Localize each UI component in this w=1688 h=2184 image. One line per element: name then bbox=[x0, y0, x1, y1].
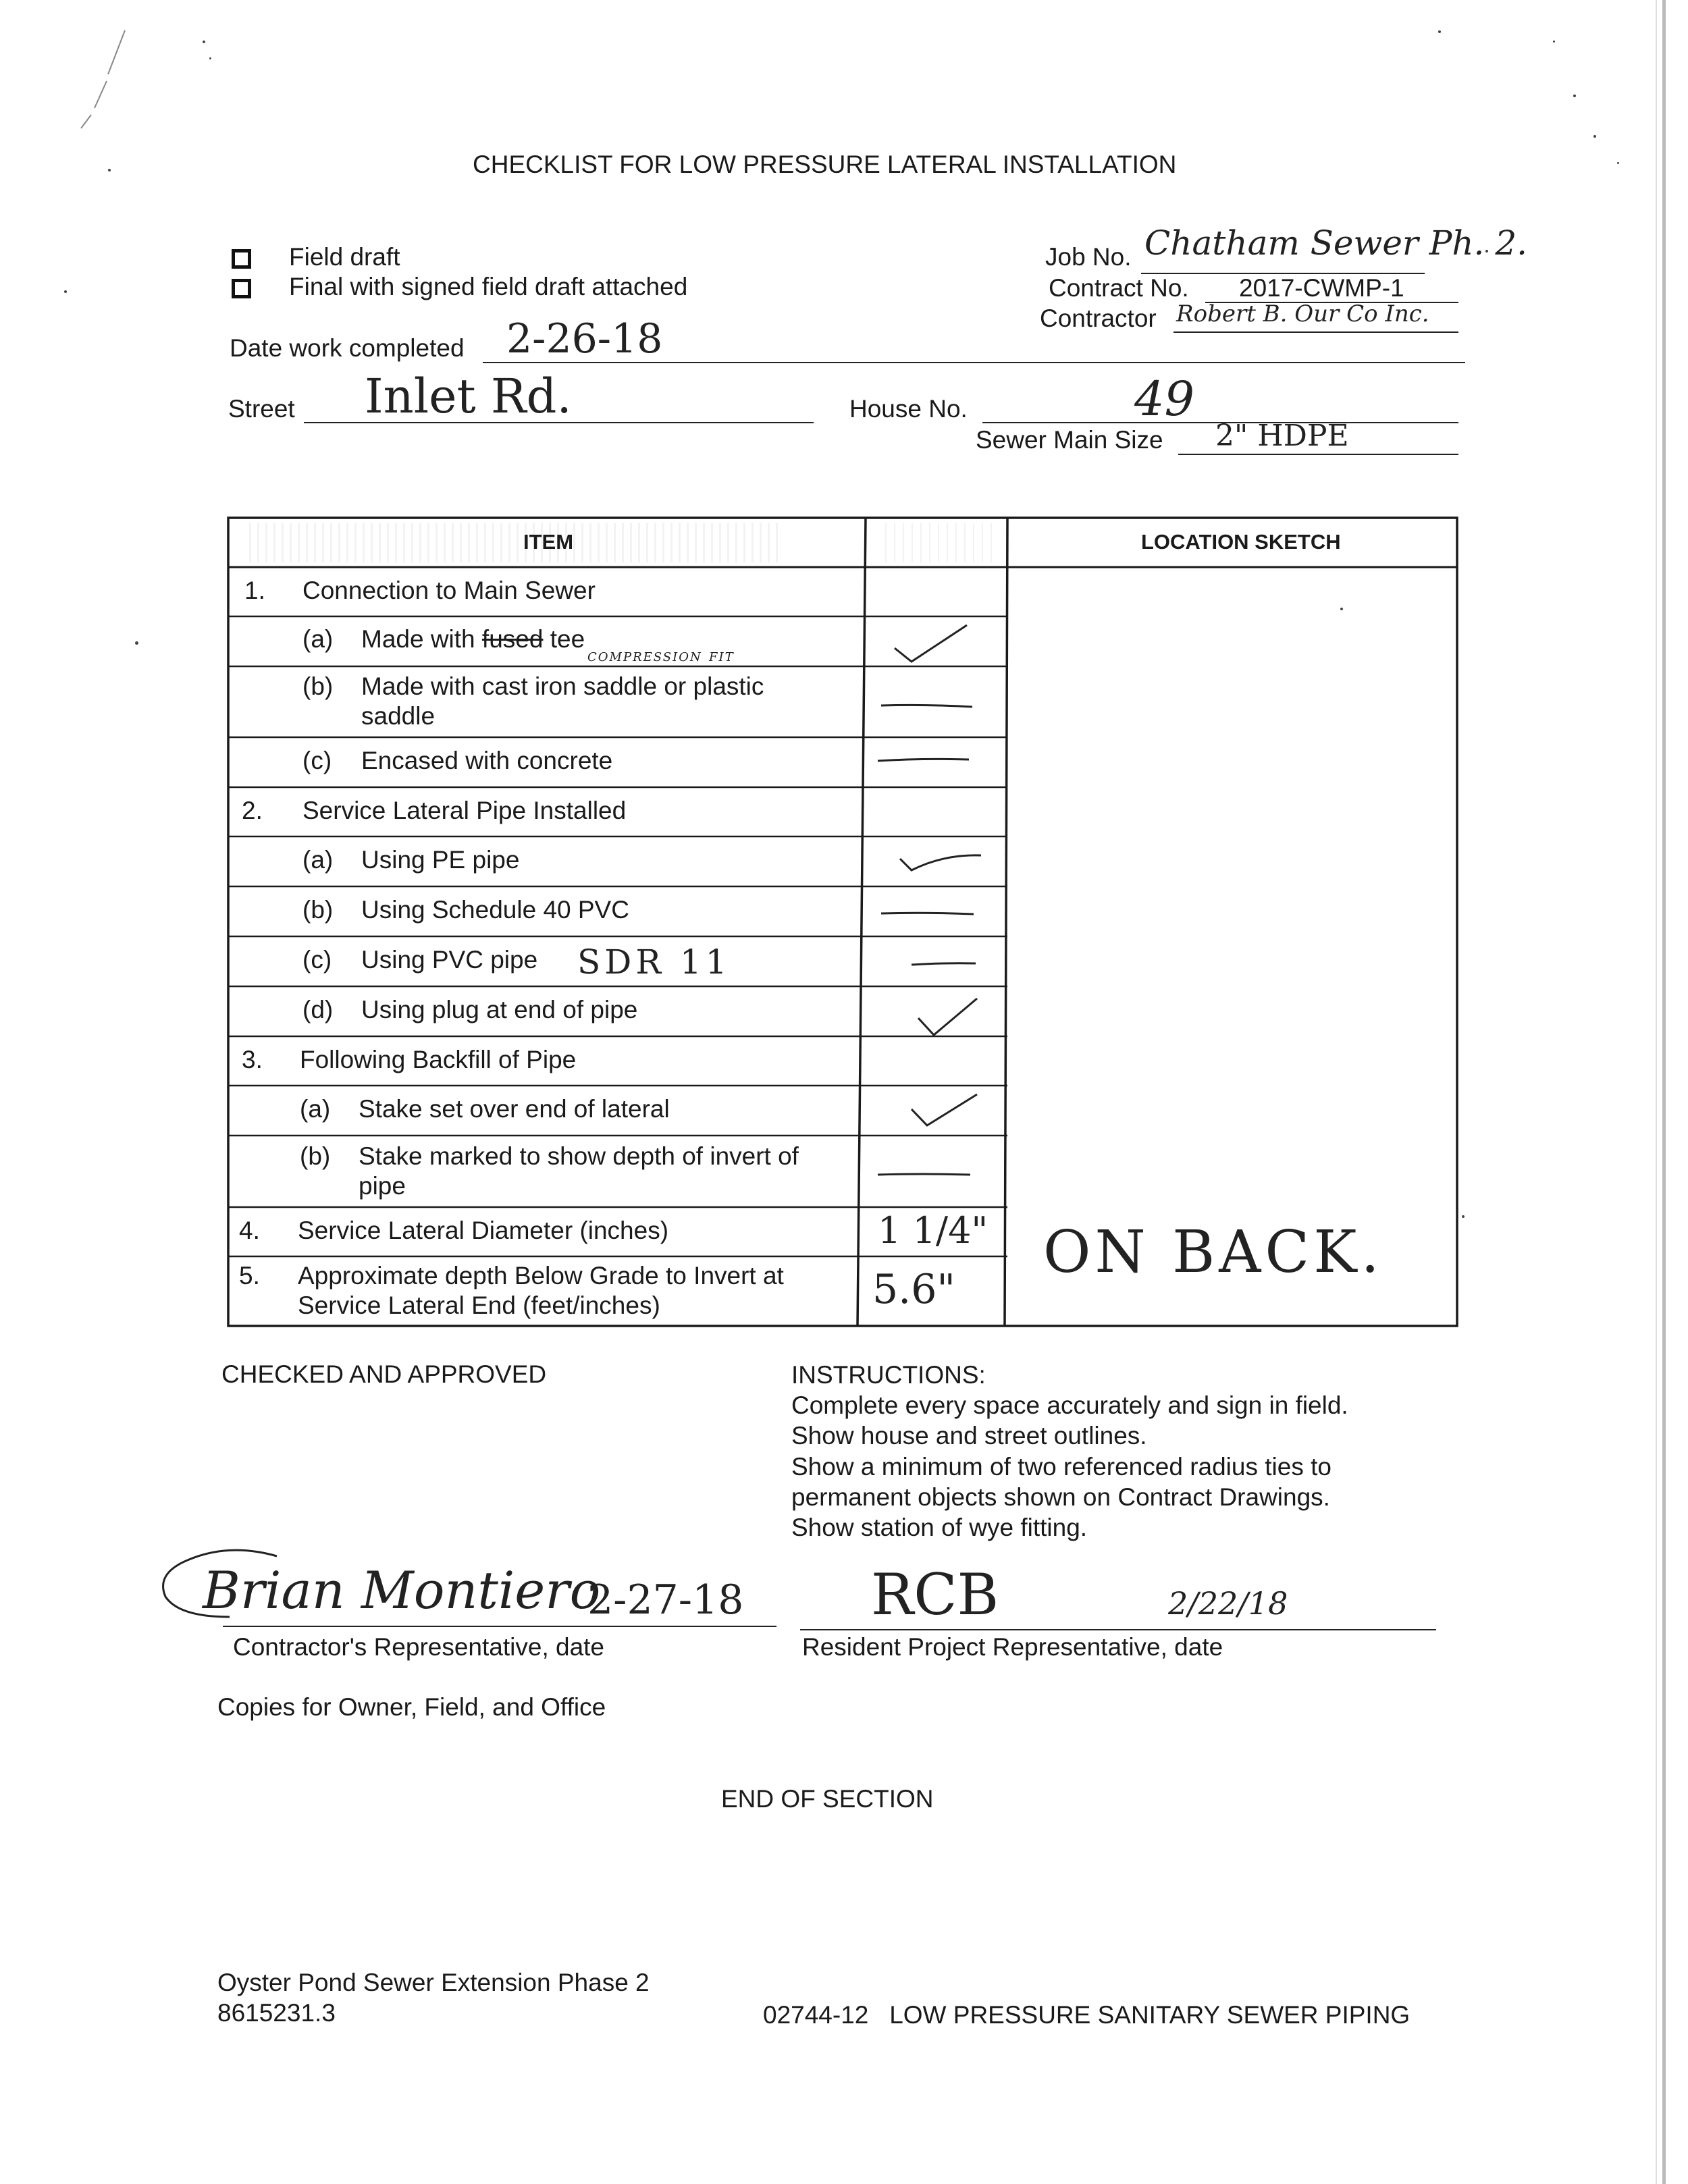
row-4-mark[interactable]: 1 1/4" bbox=[878, 1209, 988, 1252]
final-draft-label: Final with signed field draft attached bbox=[289, 273, 688, 300]
contractor-signature-line bbox=[223, 1626, 776, 1627]
row-1c-num: (c) bbox=[302, 747, 332, 774]
copies-note: Copies for Owner, Field, and Office bbox=[217, 1693, 606, 1721]
footer-number: 8615231.3 bbox=[217, 1999, 336, 2027]
header-location-sketch: LOCATION SKETCH bbox=[1141, 530, 1341, 554]
row-3b-num: (b) bbox=[300, 1142, 331, 1170]
street-label: Street bbox=[228, 395, 295, 423]
row-5-num: 5. bbox=[239, 1262, 260, 1289]
date-value[interactable]: 2-26-18 bbox=[506, 315, 663, 363]
row-1a-strike: fused bbox=[481, 625, 544, 653]
instruction-line: permanent objects shown on Contract Drawings. bbox=[791, 1483, 1330, 1511]
footer-section: 02744-12 LOW PRESSURE SANITARY SEWER PIPING bbox=[763, 2001, 1410, 2029]
check-mark-icon[interactable] bbox=[891, 620, 972, 667]
sewer-main-size-value[interactable]: 2" HDPE bbox=[1215, 419, 1349, 453]
row-3b-text: Stake marked to show depth of invert of bbox=[359, 1142, 799, 1170]
check-mark-icon[interactable] bbox=[915, 994, 982, 1042]
house-no-label: House No. bbox=[849, 395, 968, 423]
row-1a-text-after: tee bbox=[543, 625, 585, 653]
resident-signature-label: Resident Project Representative, date bbox=[802, 1633, 1223, 1661]
contractor-signature-label: Contractor's Representative, date bbox=[233, 1633, 605, 1661]
row-2c-annotation[interactable]: SDR 11 bbox=[577, 942, 731, 982]
row-1b-text2: saddle bbox=[361, 702, 436, 730]
row-1b-num: (b) bbox=[302, 672, 334, 700]
dash-mark-icon[interactable] bbox=[878, 907, 979, 920]
row-4-num: 4. bbox=[239, 1217, 260, 1244]
row-2c-num: (c) bbox=[302, 946, 332, 974]
row-2a-text: Using PE pipe bbox=[361, 846, 520, 874]
dash-mark-icon[interactable] bbox=[874, 1168, 976, 1181]
resident-signature-date[interactable]: 2/22/18 bbox=[1168, 1585, 1288, 1622]
dash-mark-icon[interactable] bbox=[874, 753, 976, 766]
resident-signature[interactable]: RCB bbox=[871, 1562, 999, 1628]
instruction-line: Show a minimum of two referenced radius ties to bbox=[791, 1453, 1331, 1481]
street-value[interactable]: Inlet Rd. bbox=[365, 369, 572, 424]
job-no-value[interactable]: Chatham Sewer Ph. 2. bbox=[1144, 223, 1528, 263]
header-item: ITEM bbox=[523, 530, 574, 554]
header-shading-2 bbox=[878, 523, 999, 562]
row-2b-num: (b) bbox=[302, 896, 334, 924]
footer-project: Oyster Pond Sewer Extension Phase 2 bbox=[217, 1969, 650, 1996]
row-2d-text: Using plug at end of pipe bbox=[361, 996, 638, 1023]
row-5-mark[interactable]: 5.6" bbox=[872, 1266, 956, 1313]
row-2c-text: Using PVC pipe bbox=[361, 946, 538, 974]
row-5-text2: Service Lateral End (feet/inches) bbox=[298, 1291, 660, 1319]
instructions-heading: INSTRUCTIONS: bbox=[791, 1361, 986, 1389]
row-2d-num: (d) bbox=[302, 996, 334, 1023]
row-2-num: 2. bbox=[242, 797, 263, 824]
row-1b-text: Made with cast iron saddle or plastic bbox=[361, 672, 764, 700]
row-4-text: Service Lateral Diameter (inches) bbox=[298, 1217, 669, 1244]
page-title: CHECKLIST FOR LOW PRESSURE LATERAL INSTALLATION bbox=[473, 151, 1177, 178]
resident-signature-line bbox=[800, 1629, 1436, 1630]
house-no-value[interactable]: 49 bbox=[1134, 371, 1195, 427]
contract-no-label: Contract No. bbox=[1049, 274, 1189, 302]
row-1a-text-before: Made with bbox=[361, 625, 482, 653]
row-1-text: Connection to Main Sewer bbox=[302, 577, 596, 604]
row-3-text: Following Backfill of Pipe bbox=[300, 1046, 577, 1073]
row-1a-text bbox=[361, 624, 585, 654]
instruction-line: Show house and street outlines. bbox=[791, 1422, 1147, 1449]
row-2b-text: Using Schedule 40 PVC bbox=[361, 896, 629, 924]
job-no-label: Job No. bbox=[1045, 243, 1132, 271]
contractor-value[interactable]: Robert B. Our Co Inc. bbox=[1176, 300, 1429, 327]
date-label: Date work completed bbox=[230, 334, 465, 362]
row-5-text: Approximate depth Below Grade to Invert at bbox=[298, 1262, 784, 1289]
row-3a-text: Stake set over end of lateral bbox=[359, 1095, 670, 1123]
header-shading bbox=[243, 523, 783, 562]
row-1-num: 1. bbox=[244, 577, 265, 604]
contractor-signature-date[interactable]: 2-27-18 bbox=[587, 1576, 744, 1624]
field-draft-label: Field draft bbox=[289, 243, 400, 271]
end-of-section: END OF SECTION bbox=[721, 1785, 934, 1813]
contractor-signature[interactable]: Brian Montiero bbox=[203, 1560, 601, 1620]
contractor-label: Contractor bbox=[1040, 304, 1157, 332]
row-1a-annotation[interactable]: compression fit bbox=[587, 645, 735, 666]
sewer-main-size-label: Sewer Main Size bbox=[976, 426, 1163, 454]
row-2a-num: (a) bbox=[302, 846, 334, 874]
row-3b-text2: pipe bbox=[359, 1172, 406, 1200]
row-3-num: 3. bbox=[242, 1046, 263, 1073]
row-2-text: Service Lateral Pipe Installed bbox=[302, 797, 627, 824]
instruction-line: Show station of wye fitting. bbox=[791, 1514, 1088, 1541]
contract-no-value[interactable]: 2017-CWMP-1 bbox=[1239, 274, 1404, 302]
instruction-line: Complete every space accurately and sign in field. bbox=[791, 1391, 1348, 1419]
dash-mark-icon[interactable] bbox=[908, 957, 982, 970]
row-3a-num: (a) bbox=[300, 1095, 331, 1123]
row-1c-text: Encased with concrete bbox=[361, 747, 613, 774]
row-1a-num: (a) bbox=[302, 625, 334, 653]
location-sketch-note[interactable]: ON BACK. bbox=[1043, 1219, 1383, 1286]
check-mark-icon[interactable] bbox=[908, 1090, 982, 1131]
checked-approved: CHECKED AND APPROVED bbox=[221, 1360, 547, 1388]
dash-mark-icon[interactable] bbox=[878, 699, 979, 712]
check-mark-icon[interactable] bbox=[897, 842, 984, 876]
